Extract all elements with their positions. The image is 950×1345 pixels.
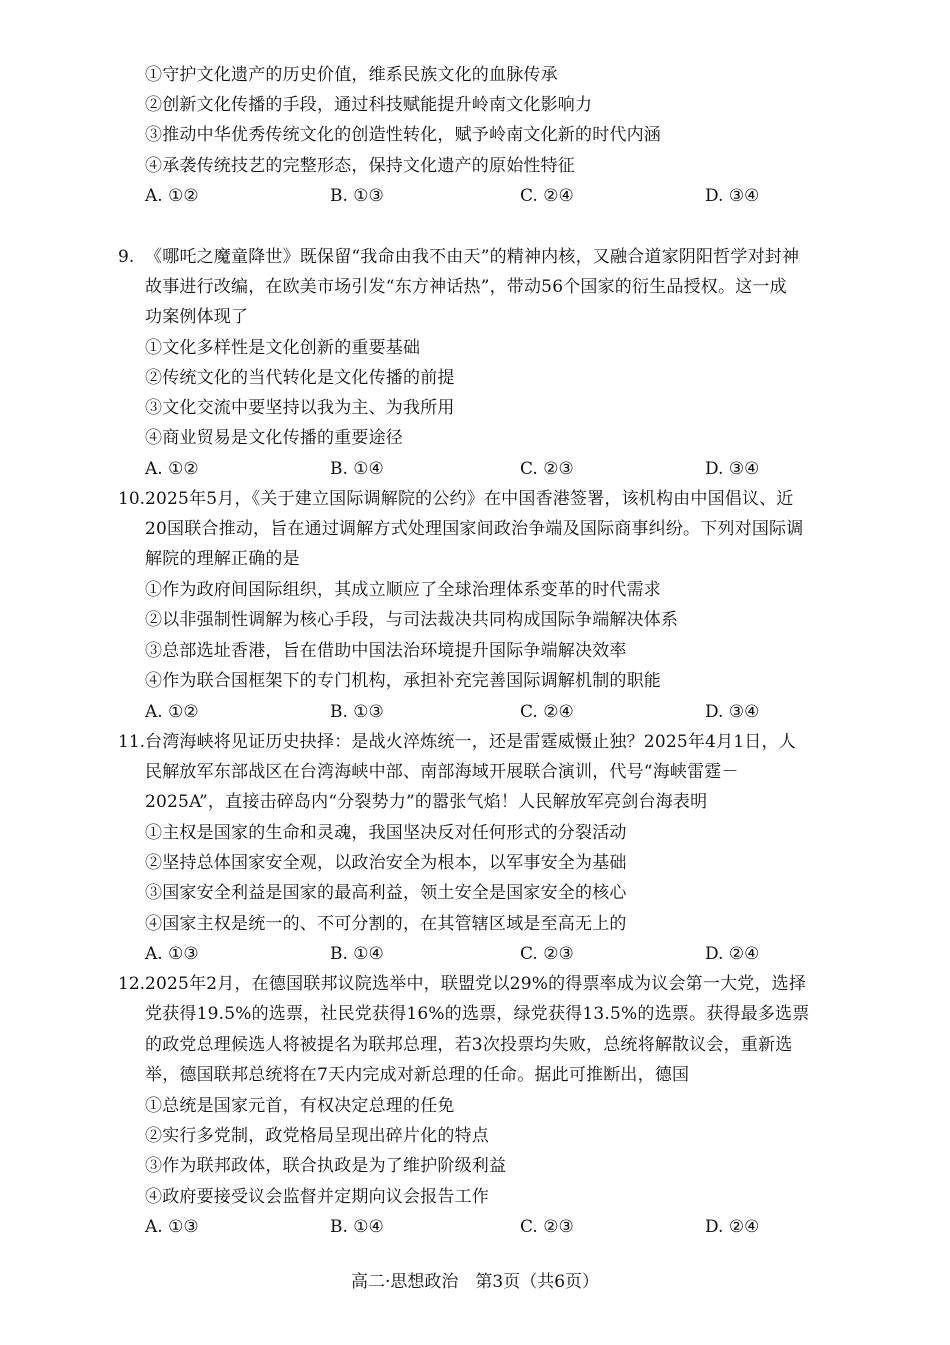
q10-option-1: ①作为政府间国际组织，其成立顺应了全球治理体系变革的时代需求 bbox=[145, 580, 661, 600]
q12-choice-b: B. ①④ bbox=[330, 1217, 384, 1237]
q12-option-1: ①总统是国家元首，有权决定总理的任免 bbox=[145, 1096, 455, 1116]
q9-stem-line-1: 《哪吒之魔童降世》既保留“我命由我不由天”的精神内核，又融合道家阴阳哲学对封神 bbox=[145, 247, 800, 267]
q11-option-4: ④国家主权是统一的、不可分割的，在其管辖区域是至高无上的 bbox=[145, 914, 627, 934]
q10-stem-line-1: 2025年5月，《关于建立国际调解院的公约》在中国香港签署，该机构由中国倡议、近 bbox=[145, 489, 794, 509]
q9-option-3: ③文化交流中要坚持以我为主、为我所用 bbox=[145, 398, 455, 418]
q11-choices bbox=[145, 939, 865, 969]
q12-choice-d: D. ②④ bbox=[705, 1217, 760, 1237]
q12-stem-line-3: 的政党总理候选人将被提名为联邦总理，若3次投票均失败，总统将解散议会，重新选 bbox=[145, 1035, 793, 1055]
q11-option-1: ①主权是国家的生命和灵魂，我国坚决反对任何形式的分裂活动 bbox=[145, 823, 627, 843]
q11-choice-a: A. ①③ bbox=[145, 944, 199, 964]
q12-stem-line-2: 党获得19.5%的选票，社民党获得16%的选票，绿党获得13.5%的选票。获得最多选票 bbox=[145, 1004, 810, 1024]
q9-option-2: ②传统文化的当代转化是文化传播的前提 bbox=[145, 368, 455, 388]
q9-stem-line-2: 故事进行改编，在欧美市场引发“东方神话热”，带动56个国家的衍生品授权。这一成 bbox=[145, 277, 787, 297]
q8-choice-d: D. ③④ bbox=[705, 186, 760, 206]
q12-choice-c: C. ②③ bbox=[520, 1217, 574, 1237]
q8-option-3: ③推动中华优秀传统文化的创造性转化，赋予岭南文化新的时代内涵 bbox=[145, 125, 661, 145]
q10-stem-line-3: 解院的理解正确的是 bbox=[145, 549, 300, 569]
q8-option-1: ①守护文化遗产的历史价值，维系民族文化的血脉传承 bbox=[145, 65, 558, 85]
q9-choices bbox=[145, 454, 865, 484]
q12-choices bbox=[145, 1212, 865, 1242]
q12-option-2: ②实行多党制，政党格局呈现出碎片化的特点 bbox=[145, 1126, 489, 1146]
q9-choice-b: B. ①④ bbox=[330, 459, 384, 479]
q9-option-1: ①文化多样性是文化创新的重要基础 bbox=[145, 338, 421, 358]
q8-choice-b: B. ①③ bbox=[330, 186, 384, 206]
q10-choice-d: D. ③④ bbox=[705, 702, 760, 722]
q12-option-3: ③作为联邦政体，联合执政是为了维护阶级利益 bbox=[145, 1156, 507, 1176]
page-footer: 高二·思想政治 第3页（共6页） bbox=[350, 1272, 600, 1292]
q11-stem-line-2: 民解放军东部战区在台湾海峡中部、南部海域开展联合演训，代号“海峡雷霆－ bbox=[145, 762, 739, 782]
q8-option-2: ②创新文化传播的手段，通过科技赋能提升岭南文化影响力 bbox=[145, 95, 593, 115]
q9-choice-d: D. ③④ bbox=[705, 459, 760, 479]
q10-option-4: ④作为联合国框架下的专门机构，承担补充完善国际调解机制的职能 bbox=[145, 671, 661, 691]
q12-option-4: ④政府要接受议会监督并定期向议会报告工作 bbox=[145, 1187, 489, 1207]
q10-stem-line-2: 20国联合推动，旨在通过调解方式处理国家间政治争端及国际商事纠纷。下列对国际调 bbox=[145, 519, 804, 539]
q11-stem-line-1: 台湾海峡将见证历史抉择：是战火淬炼统一，还是雷霆威慑止独？2025年4月1日，人 bbox=[145, 732, 796, 752]
q8-choices bbox=[145, 181, 865, 211]
q8-option-4: ④承袭传统技艺的完整形态，保持文化遗产的原始性特征 bbox=[145, 156, 575, 176]
q12-choice-a: A. ①③ bbox=[145, 1217, 199, 1237]
q9-choice-a: A. ①② bbox=[145, 459, 199, 479]
q10-choice-b: B. ①③ bbox=[330, 702, 384, 722]
q11-option-2: ②坚持总体国家安全观，以政治安全为根本，以军事安全为基础 bbox=[145, 853, 627, 873]
q9-stem-line-3: 功案例体现了 bbox=[145, 307, 249, 327]
q11-choice-b: B. ①④ bbox=[330, 944, 384, 964]
q10-choices bbox=[145, 697, 865, 727]
q9-number: 9. bbox=[118, 247, 135, 267]
q10-choice-c: C. ②④ bbox=[520, 702, 574, 722]
q10-choice-a: A. ①② bbox=[145, 702, 199, 722]
q10-option-2: ②以非强制性调解为核心手段，与司法裁决共同构成国际争端解决体系 bbox=[145, 610, 679, 630]
q9-option-4: ④商业贸易是文化传播的重要途径 bbox=[145, 428, 403, 448]
q11-choice-d: D. ②④ bbox=[705, 944, 760, 964]
q12-stem-line-4: 举，德国联邦总统将在7天内完成对新总理的任命。据此可推断出，德国 bbox=[145, 1065, 690, 1085]
q12-stem-line-1: 2025年2月，在德国联邦议院选举中，联盟党以29%的得票率成为议会第一大党，选择 bbox=[145, 974, 807, 994]
q11-option-3: ③国家安全利益是国家的最高利益，领土安全是国家安全的核心 bbox=[145, 883, 627, 903]
q10-option-3: ③总部选址香港，旨在借助中国法治环境提升国际争端解决效率 bbox=[145, 641, 627, 661]
q11-choice-c: C. ②③ bbox=[520, 944, 574, 964]
q8-choice-c: C. ②④ bbox=[520, 186, 574, 206]
q9-choice-c: C. ②③ bbox=[520, 459, 574, 479]
q11-stem-line-3: 2025A”，直接击碎岛内“分裂势力”的嚣张气焰！人民解放军亮剑台海表明 bbox=[145, 792, 708, 812]
q10-number: 10. bbox=[118, 489, 146, 509]
q8-choice-a: A. ①② bbox=[145, 186, 199, 206]
q12-number: 12. bbox=[118, 974, 146, 994]
q11-number: 11. bbox=[118, 732, 146, 752]
